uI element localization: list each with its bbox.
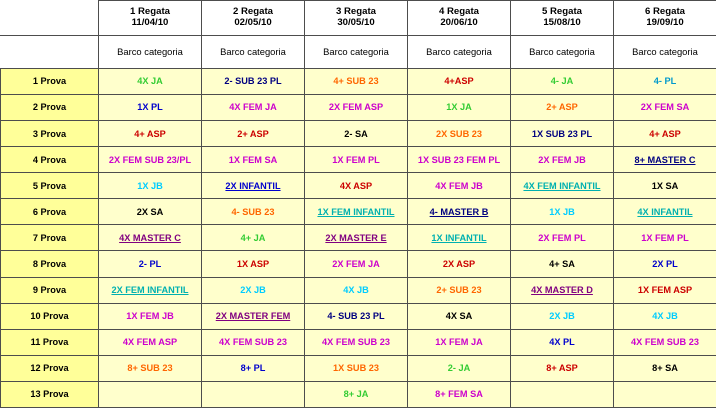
event-label: 4X INFANTIL xyxy=(637,206,693,217)
row-header-prova-3: 3 Prova xyxy=(1,121,99,147)
event-cell-r4-c5 xyxy=(511,147,614,173)
event-label: 8+ SUB 23 xyxy=(127,363,173,374)
event-cell-r5-c1 xyxy=(99,173,202,199)
event-label: 2- JA xyxy=(447,363,471,374)
event-label: 2X JB xyxy=(240,284,266,295)
event-label: 4X FEM ASP xyxy=(122,337,178,347)
event-label: 1X SUB 23 xyxy=(333,363,379,374)
row-header-prova-12: 12 Prova xyxy=(1,355,99,381)
event-label: 2X FEM JB xyxy=(538,154,586,165)
event-cell-r2-c1 xyxy=(99,95,202,121)
event-label: 2X FEM SUB 23/PL xyxy=(108,154,192,165)
event-label: 2X SUB 23 xyxy=(436,128,482,139)
table-row xyxy=(1,147,716,173)
event-cell-r11-c6 xyxy=(614,329,716,355)
regatta-date: 30/05/10 xyxy=(337,17,375,28)
event-label: 2X FEM JA xyxy=(332,258,380,269)
column-header-regatta-3 xyxy=(305,1,408,36)
table-corner xyxy=(1,1,99,36)
event-cell-r8-c1 xyxy=(99,251,202,277)
event-cell-r6-c2 xyxy=(202,199,305,225)
event-label: 8+ SA xyxy=(652,363,678,374)
event-label: 4X MASTER C xyxy=(119,232,181,243)
regatta-date: 11/04/10 xyxy=(131,17,169,28)
event-cell-r1-c4 xyxy=(408,69,511,95)
event-label: 2X JB xyxy=(549,310,575,321)
event-label: 4X JB xyxy=(343,284,369,295)
table-row xyxy=(1,225,716,251)
table-row xyxy=(1,69,716,95)
table-corner-secondary xyxy=(1,36,99,69)
event-cell-r9-c2 xyxy=(202,277,305,303)
regatta-date: 15/08/10 xyxy=(543,17,581,28)
regatta-title: 3 Regata xyxy=(336,6,376,18)
event-cell-r10-c5 xyxy=(511,303,614,329)
event-cell-r10-c4 xyxy=(408,303,511,329)
event-cell-r5-c2 xyxy=(202,173,305,199)
event-cell-r4-c1 xyxy=(99,147,202,173)
event-cell-r13-c6 xyxy=(614,381,716,407)
event-cell-r3-c5 xyxy=(511,121,614,147)
event-label: 2X INFANTIL xyxy=(225,180,281,191)
regatta-date: 20/06/10 xyxy=(440,17,478,28)
event-label: 2- SA xyxy=(344,128,368,139)
event-label: 1X SA xyxy=(651,180,679,191)
event-label: 2+ ASP xyxy=(237,128,269,139)
row-header-prova-6: 6 Prova xyxy=(1,199,99,225)
event-label: 1X FEM SA xyxy=(228,154,278,165)
regatta-date: 02/05/10 xyxy=(234,17,272,28)
event-label: 2X FEM INFANTIL xyxy=(111,284,189,295)
regatta-title: 1 Regata xyxy=(130,6,170,18)
event-cell-r1-c5 xyxy=(511,69,614,95)
event-cell-r5-c4 xyxy=(408,173,511,199)
event-cell-r12-c1 xyxy=(99,355,202,381)
event-cell-r5-c5 xyxy=(511,173,614,199)
event-label: 1X FEM ASP xyxy=(637,284,693,295)
event-cell-r6-c6 xyxy=(614,199,716,225)
event-cell-r9-c6 xyxy=(614,277,716,303)
event-cell-r12-c5 xyxy=(511,355,614,381)
event-cell-r9-c1 xyxy=(99,277,202,303)
event-cell-r3-c2 xyxy=(202,121,305,147)
event-label: 1X FEM JA xyxy=(435,337,483,347)
row-header-prova-5: 5 Prova xyxy=(1,173,99,199)
event-cell-r7-c1 xyxy=(99,225,202,251)
event-cell-r7-c6 xyxy=(614,225,716,251)
event-label: 4- SUB 23 PL xyxy=(327,310,385,321)
event-label: 2+ SUB 23 xyxy=(436,284,482,295)
event-cell-r3-c1 xyxy=(99,121,202,147)
regatta-title: 6 Regata xyxy=(645,6,685,18)
event-label: 1X SUB 23 FEM PL xyxy=(417,154,501,165)
event-label: 4X FEM INFANTIL xyxy=(523,180,601,191)
column-header-category-5: Barco categoria xyxy=(511,36,614,69)
row-header-prova-2: 2 Prova xyxy=(1,95,99,121)
event-cell-r10-c3 xyxy=(305,303,408,329)
event-label: 2X ASP xyxy=(442,258,476,269)
event-label: 4+ SUB 23 xyxy=(333,76,379,87)
event-cell-r11-c1 xyxy=(99,329,202,355)
event-cell-r13-c5 xyxy=(511,381,614,407)
table-row xyxy=(1,303,716,329)
header-row-category xyxy=(1,36,716,69)
table-row xyxy=(1,329,716,355)
regatta-title: 5 Regata xyxy=(542,6,582,18)
event-label: 4X FEM SUB 23 xyxy=(219,337,287,347)
event-label: 2X PL xyxy=(652,258,678,269)
event-label: 4X PL xyxy=(549,337,575,347)
event-cell-r3-c4 xyxy=(408,121,511,147)
event-label: 1X JB xyxy=(137,180,163,191)
event-label: 4X JB xyxy=(652,310,678,321)
event-cell-r2-c3 xyxy=(305,95,408,121)
event-cell-r12-c2 xyxy=(202,355,305,381)
event-label: 8+ MASTER C xyxy=(634,154,696,165)
event-label: 2X FEM ASP xyxy=(328,102,384,113)
event-cell-r8-c5 xyxy=(511,251,614,277)
event-label: 4X FEM JA xyxy=(229,102,277,113)
event-cell-r6-c1 xyxy=(99,199,202,225)
event-label: 8+ FEM SA xyxy=(435,389,483,400)
event-label: 2- SUB 23 PL xyxy=(224,76,282,87)
event-cell-r6-c3 xyxy=(305,199,408,225)
event-cell-r1-c2 xyxy=(202,69,305,95)
event-cell-r2-c4 xyxy=(408,95,511,121)
row-header-prova-13: 13 Prova xyxy=(1,381,99,407)
column-header-category-2: Barco categoria xyxy=(202,36,305,69)
event-cell-r12-c3 xyxy=(305,355,408,381)
event-label: 4+ ASP xyxy=(134,128,166,139)
event-label: 4+ASP xyxy=(444,76,474,87)
row-header-prova-8: 8 Prova xyxy=(1,251,99,277)
column-header-category-6: Barco categoria xyxy=(614,36,716,69)
column-header-regatta-1 xyxy=(99,1,202,36)
event-label: 4- SUB 23 xyxy=(231,206,275,217)
event-cell-r3-c3 xyxy=(305,121,408,147)
event-cell-r5-c6 xyxy=(614,173,716,199)
event-cell-r8-c6 xyxy=(614,251,716,277)
table-row xyxy=(1,251,716,277)
event-label: 4X ASP xyxy=(339,180,373,191)
event-label: 4- MASTER B xyxy=(429,206,489,217)
event-cell-r7-c3 xyxy=(305,225,408,251)
event-label: 2+ ASP xyxy=(546,102,578,113)
table-row xyxy=(1,173,716,199)
event-label: 4- JA xyxy=(550,76,574,87)
event-cell-r2-c5 xyxy=(511,95,614,121)
row-header-prova-10: 10 Prova xyxy=(1,303,99,329)
event-cell-r11-c5 xyxy=(511,329,614,355)
event-label: 8+ ASP xyxy=(546,363,578,374)
event-label: 1X FEM PL xyxy=(641,232,689,243)
event-label: 1X INFANTIL xyxy=(431,232,487,243)
event-label: 2X FEM PL xyxy=(538,232,586,243)
event-cell-r12-c4 xyxy=(408,355,511,381)
column-header-regatta-2 xyxy=(202,1,305,36)
event-cell-r9-c4 xyxy=(408,277,511,303)
table-row xyxy=(1,95,716,121)
row-header-prova-7: 7 Prova xyxy=(1,225,99,251)
table-row xyxy=(1,381,716,407)
table-row xyxy=(1,355,716,381)
event-label: 1X FEM PL xyxy=(332,154,380,165)
event-label: 8+ PL xyxy=(240,363,266,374)
event-label: 4X FEM JB xyxy=(435,180,483,191)
event-cell-r4-c2 xyxy=(202,147,305,173)
event-cell-r11-c4 xyxy=(408,329,511,355)
event-label: 4X FEM SUB 23 xyxy=(631,337,699,347)
event-label: 2- PL xyxy=(138,258,162,269)
event-cell-r10-c6 xyxy=(614,303,716,329)
column-header-regatta-4 xyxy=(408,1,511,36)
event-cell-r13-c3 xyxy=(305,381,408,407)
event-cell-r12-c6 xyxy=(614,355,716,381)
regatta-title: 4 Regata xyxy=(439,6,479,18)
event-label: 1X JB xyxy=(549,206,575,217)
event-cell-r8-c2 xyxy=(202,251,305,277)
event-cell-r10-c1 xyxy=(99,303,202,329)
event-label: 4- PL xyxy=(653,76,677,87)
event-label: 2X MASTER E xyxy=(325,232,387,243)
event-cell-r2-c2 xyxy=(202,95,305,121)
event-label: 1X JA xyxy=(446,102,472,113)
column-header-regatta-6 xyxy=(614,1,716,36)
event-cell-r7-c5 xyxy=(511,225,614,251)
event-cell-r13-c2 xyxy=(202,381,305,407)
event-cell-r4-c6 xyxy=(614,147,716,173)
event-cell-r13-c4 xyxy=(408,381,511,407)
table-row xyxy=(1,199,716,225)
row-header-prova-9: 9 Prova xyxy=(1,277,99,303)
event-label: 4X MASTER D xyxy=(531,284,593,295)
row-header-prova-11: 11 Prova xyxy=(1,329,99,355)
table-row xyxy=(1,121,716,147)
event-label: 4X JA xyxy=(137,76,163,87)
event-label: 1X FEM INFANTIL xyxy=(317,206,395,217)
column-header-category-4: Barco categoria xyxy=(408,36,511,69)
event-cell-r9-c5 xyxy=(511,277,614,303)
row-header-prova-1: 1 Prova xyxy=(1,69,99,95)
event-cell-r8-c4 xyxy=(408,251,511,277)
event-cell-r7-c2 xyxy=(202,225,305,251)
row-header-prova-4: 4 Prova xyxy=(1,147,99,173)
event-label: 2X MASTER FEM xyxy=(215,310,291,321)
table-row xyxy=(1,277,716,303)
event-cell-r10-c2 xyxy=(202,303,305,329)
event-label: 1X ASP xyxy=(236,258,270,269)
event-cell-r4-c3 xyxy=(305,147,408,173)
event-cell-r8-c3 xyxy=(305,251,408,277)
event-cell-r11-c3 xyxy=(305,329,408,355)
event-label: 8+ JA xyxy=(343,389,369,400)
event-cell-r5-c3 xyxy=(305,173,408,199)
event-cell-r3-c6 xyxy=(614,121,716,147)
event-cell-r11-c2 xyxy=(202,329,305,355)
event-label: 4+ ASP xyxy=(649,128,681,139)
event-label: 4+ JA xyxy=(240,232,266,243)
event-cell-r4-c4 xyxy=(408,147,511,173)
event-cell-r6-c4 xyxy=(408,199,511,225)
event-label: 1X SUB 23 PL xyxy=(531,128,593,139)
event-label: 4X FEM SUB 23 xyxy=(322,337,390,347)
event-cell-r2-c6 xyxy=(614,95,716,121)
event-label: 2X SA xyxy=(136,206,164,217)
event-cell-r7-c4 xyxy=(408,225,511,251)
event-cell-r1-c3 xyxy=(305,69,408,95)
event-label: 1X PL xyxy=(137,102,163,113)
event-label: 1X FEM JB xyxy=(126,310,174,321)
event-cell-r1-c1 xyxy=(99,69,202,95)
event-label: 4X SA xyxy=(445,310,473,321)
event-label: 2X FEM SA xyxy=(640,102,690,113)
column-header-regatta-5 xyxy=(511,1,614,36)
header-row-dates xyxy=(1,1,716,36)
event-cell-r6-c5 xyxy=(511,199,614,225)
event-cell-r13-c1 xyxy=(99,381,202,407)
event-label: 4+ SA xyxy=(549,258,575,269)
regatta-date: 19/09/10 xyxy=(646,17,684,28)
event-cell-r9-c3 xyxy=(305,277,408,303)
column-header-category-1: Barco categoria xyxy=(99,36,202,69)
event-cell-r1-c6 xyxy=(614,69,716,95)
column-header-category-3: Barco categoria xyxy=(305,36,408,69)
regatta-title: 2 Regata xyxy=(233,6,273,18)
